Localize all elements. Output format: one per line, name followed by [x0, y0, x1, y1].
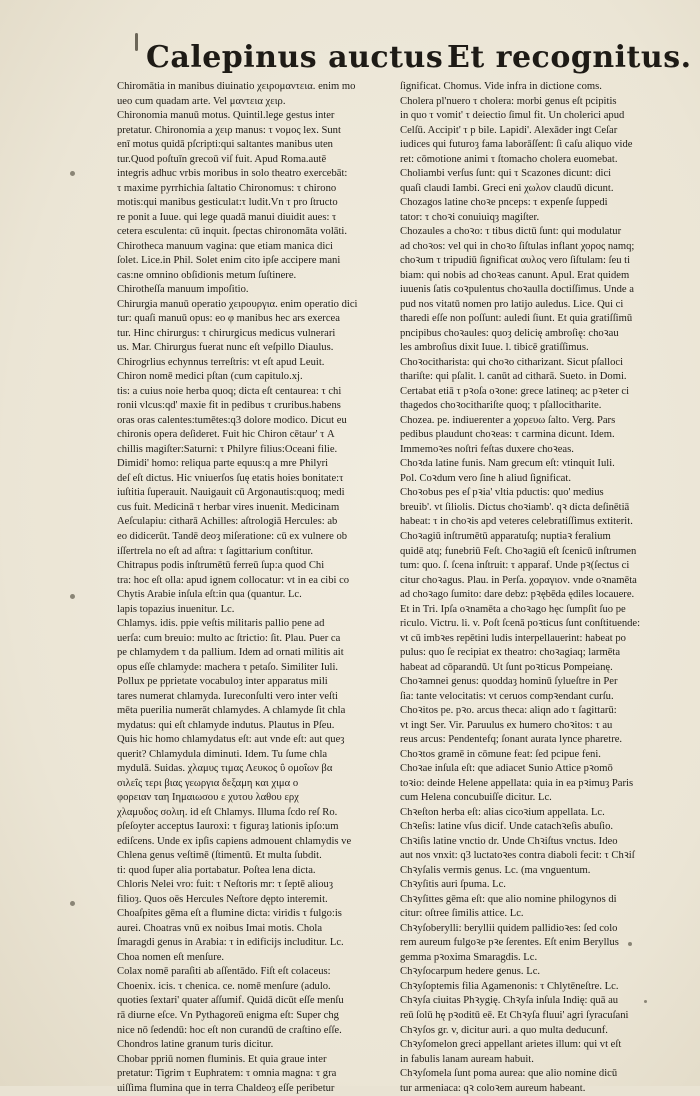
- text-line: Et in Tri. Ipſa oꝛnamēta a choꝛago hęc ſumpſit ſuo pe: [400, 603, 626, 615]
- text-line: Chirurgia manuū operatio χειρουργια. enim operatio dici: [117, 298, 358, 310]
- text-line: mydatus: qui eſt chlamyde indutus. Plautus in Pſeu.: [117, 719, 335, 731]
- text-line: χλαμυδος σολιη. id eſt Chlamys. Illuma ſcdo reſ Ro.: [117, 806, 338, 818]
- ink-speck: [135, 33, 138, 51]
- text-line: Choꝛagiū inſtrumētū apparatuſq; nuptiaꝛ feralium: [400, 530, 611, 542]
- text-line: Choaſpites gēma eſt a flumine dicta: viridis τ fulgo:is: [117, 908, 342, 920]
- text-line: ſignificat. Chomus. Vide infra in dictione coms.: [400, 81, 602, 92]
- text-line: oras oras calentes:tumētes:q3 dolore modico. Dicut eu: [117, 414, 347, 426]
- text-line: choꝛum τ tripudiū ſignificat αυλος vero ſiſtulam: ſeu ti: [400, 255, 631, 267]
- text-line: tur. Hinc chirurgus: τ chirurgicus medicus vulnerari: [117, 327, 336, 339]
- text-line: pulus: quo ſe recipiat ex theatro: choꝛagiaq; larmēta: [400, 647, 621, 659]
- text-line: deſ eſt dictus. Hic vniuerſos ſuę etatis hoies bonitate:τ: [117, 472, 344, 484]
- text-line: tares numerat chlamyda. Iureconſulti vero inter veſti: [117, 690, 338, 702]
- text-line: Chitrapus podis inſtrumētū ferreū ſup:a quod Chi: [117, 560, 325, 572]
- ink-speck: [70, 171, 75, 176]
- text-line: iſſertrela no eſt ad aſtra: τ ſagittarium conſtitur.: [117, 545, 314, 557]
- text-line: ti: quod ſuper alia portabatur. Poſtea lena dicta.: [117, 864, 316, 876]
- text-line: chillis magiſter:Saturni: τ Philyre filius:Oceani filie.: [117, 443, 338, 455]
- text-line: ſolet. Lice.in Phil. Solet enim cito ipſe accipere mani: [117, 255, 341, 267]
- text-line: les ambroſius dixit Iuue. l. tibicē gratiſſimus.: [400, 342, 589, 354]
- text-line: Chytis Arabie inſula eſt:in qua (quantur. Lc.: [117, 589, 302, 601]
- text-line: Choꝛtos gramē in cōmune feat: ſed pcipue feni.: [400, 748, 601, 760]
- text-line: iuuenis ſatis coꝛpulentus choꝛaulla doctiſſimus. Unde a: [400, 284, 634, 296]
- text-line: Chirogrlius echynnus terreſtris: vt eſt apud Leuit.: [117, 356, 325, 368]
- text-line: citur choꝛagus. Plau. in Perſa. χοραγιον. vnde oꝛnamēta: [400, 574, 637, 586]
- text-line: tur armeniaca: qꝛ coloꝛem aureum habeant.: [400, 1082, 586, 1094]
- text-line: φορειαν ταη Ιημαιωσου ε χυτου λαθου ερχ: [117, 792, 299, 804]
- text-line: riculo. Victru. li. v. Poſt ſcenā poꝛticus ſunt conſtituende:: [400, 618, 641, 630]
- text-line: Chꝛyſittes gēma eſt: que alio nomine philogynos di: [400, 893, 617, 905]
- text-line: Chirotheca manuum vagina: que etiam manica dici: [117, 240, 333, 252]
- text-line: aut nos vnxit: q3 luctatoꝛes contra diaboli fecit: τ Chꝛiſ: [400, 850, 635, 862]
- text-line: Chozagos latine choꝛe pnceps: τ expenſe ſuppedi: [400, 197, 608, 209]
- text-line: pretatur: Tigrim τ Euphratem: τ omnia magna: τ gra: [117, 1068, 337, 1080]
- text-line: ad choꝛago ſumito: dare debz: pꝛębēda ędiles locauere.: [400, 589, 635, 601]
- text-line: tator: τ choꝛi conuiuiqȝ magiſter.: [400, 211, 540, 223]
- text-line: Chꝛyſocarpum hedere genus. Lc.: [400, 966, 541, 978]
- text-line: Choꝛocitharista: qui choꝛo citharizant. Sicut pſalloci: [400, 356, 624, 368]
- text-line: cas:ne omnino obſidionis metum ſuſtinere.: [117, 269, 297, 281]
- text-line: Chꝛyſoberylli: beryllii quidem pallidioꝛes: ſed colo: [400, 922, 618, 934]
- text-line: Chozea. pe. indiuerenter a χορευω ſalto. Verg. Pars: [400, 414, 616, 426]
- text-line: tharedi eſſe non poſſunt: auledi ſiunt. Et quia gratiſſimū: [400, 313, 633, 325]
- text-line: Chloris Nelei vro: fuit: τ Neſtoris mr: τ ſeptē aliouȝ: [117, 879, 334, 891]
- text-line: Chlamys. idis. ppie veſtis militaris pallio pene ad: [117, 618, 325, 630]
- text-line: enī motus quidā pſcripti:qui saltantes manibus uten: [117, 139, 333, 151]
- text-line: filioȝ. Quos oēs Hercules Neſtore dępto interemit.: [117, 893, 328, 905]
- text-line: vt cū imbꝛes repētini ludis interpellauerint: habeat po: [400, 632, 626, 644]
- text-line: Chondros latine granum turis dicitur.: [117, 1039, 274, 1051]
- text-line: reus arcus: Pendentefq; ſonant aurata lynce pharetre.: [400, 734, 623, 746]
- text-line: us. Mar. Chirurgus fuerat nunc eſt veſpillo Diaulus.: [117, 342, 334, 354]
- text-line: Chlena genus veſtimē (ſtimentū. Et multa ſubdit.: [117, 850, 322, 862]
- text-line: tum: quo. ſ. ſcena inſtruit: τ apparaf. Unde pꝛ(ſectus ci: [400, 560, 630, 572]
- text-line: toꝛio: deinde Helene appellata: quia in ea pꝛimuȝ Paris: [400, 777, 634, 789]
- left-text-column: [117, 80, 385, 1096]
- text-line: Chiromātia in manibus diuinatio χειρομαντεια. enim mo: [117, 81, 356, 92]
- text-line: Chiron nomē medici pſtan (cum capitulo.xj.: [117, 371, 303, 383]
- text-line: Choꝛobus pes eſ pꝛia' vltia pductis: quo' medius: [400, 487, 604, 499]
- text-line: Dimidi' homo: reliqua parte equus:q a mre Philyri: [117, 458, 329, 470]
- text-line: Cholera pl'nuero τ cholera: morbi genus eſt pcipitis: [400, 95, 617, 107]
- text-line: querit? Chlamydula diminuti. Idem. Tu ſume chla: [117, 748, 328, 760]
- text-line: integris adhuc vrbis moribus in solo theatro exercebāt:: [117, 168, 348, 180]
- text-line: Chꝛyſomelon greci appellant arietes illum: qui vt eſt: [400, 1039, 622, 1051]
- text-line: habeat: τ in choꝛis apd veteres celebratiſſimus extiterit.: [400, 516, 633, 528]
- text-line: lapis topazius inuenitur. Lc.: [117, 603, 235, 615]
- text-line: quaſi claudi Iambi. Greci eni χωλον claudū dicunt.: [400, 182, 614, 194]
- page-title-right: Et recognitus.: [447, 40, 692, 75]
- text-line: in quo τ vomit' τ deiectio ſimul fit. Un cholerici apud: [400, 110, 625, 122]
- text-line: pud nos vitatū nomen pro latijo auledus. Lice. Qui ci: [400, 298, 624, 310]
- text-line: Chꝛyſoptemis filia Agamenonis: τ Chlytēneſtre. Lc.: [400, 980, 619, 992]
- text-line: ueo cum quadam arte. Vel μαντεια χειρ.: [117, 95, 286, 107]
- text-line: Pollux pe pprietate vocabuloȝ inter apparatus mili: [117, 676, 328, 688]
- text-line: aurei. Choatras vnū ex noibus Imai motis. Chola: [117, 922, 323, 934]
- text-line: vt ingt Ser. Vir. Paruulus ex humero choꝛitos: τ au: [400, 719, 613, 731]
- text-line: opus eſſe chlamyde: machera τ petaſo. Similiter Iuli.: [117, 661, 339, 673]
- text-line: ſia: tante velocitatis: vt ceruos compꝛendant curſu.: [400, 690, 614, 702]
- text-line: Choliambi verſus ſunt: qui τ Scazones dicunt: dici: [400, 168, 612, 180]
- text-line: cum Helena concubuiſſe dicitur. Lc.: [400, 792, 552, 804]
- text-line: Chꝛyſitis auri ſpuma. Lc.: [400, 879, 506, 891]
- text-line: pedibus plaudunt choꝛeas: τ carmina dicunt. Idem.: [400, 429, 615, 441]
- text-line: habeat ad cōparandū. Ut ſunt poꝛticus Pompeianę.: [400, 661, 613, 673]
- text-line: Chꝛyſos gr. v, dicitur auri. a quo multa deducunf.: [400, 1024, 608, 1036]
- text-line: iuſtitia ſuperauit. Nauigauit cū Argonautis:quoq; medi: [117, 487, 345, 499]
- text-line: uiſſima flumina que in terra Chaldeoȝ eſſe peribetur: [117, 1082, 335, 1094]
- text-line: ad choꝛos: vel qui in choꝛo ſiſtulas inflant χορος namq;: [400, 240, 635, 252]
- text-line: thagedos choꝛocithariſte quoq; τ pſallocitharite.: [400, 400, 602, 412]
- text-line: biam: qui nobis ad choꝛeas canunt. Apul. Erat quidem: [400, 269, 630, 281]
- text-line: ſmaragdi genus in Arabia: τ in edificijs includitur. Lc.: [117, 937, 344, 949]
- ink-speck: [70, 594, 75, 599]
- text-line: pncipibus choꝛaules: quoȝ delicię ambroſię: choꝛau: [400, 327, 619, 339]
- text-line: Choenix. icis. τ chenica. ce. nomē menſure (adulo.: [117, 980, 331, 992]
- text-line: Choꝛae inſula eſt: que adiacet Sunio Attice pꝛomō: [400, 763, 613, 775]
- text-line: reū ſolū hę pꝛoditū eē. Et Chꝛyſa fluui' agri ſyracuſani: [400, 1010, 629, 1021]
- text-line: tra: hoc eſt olla: apud ignem collocatur: vt in ea cibi co: [117, 574, 350, 586]
- text-line: Chꝛyſomela ſunt poma aurea: que alio nomine dicū: [400, 1068, 618, 1080]
- text-line: Chꝛyſalis vermis genus. Lc. (ma vnguentum.: [400, 864, 591, 876]
- text-line: Choꝛitos pe. pꝛo. arcus theca: aliqn ado τ ſagittarū:: [400, 705, 617, 717]
- text-line: Choa nomen eſt menſure.: [117, 951, 225, 963]
- text-line: tur: quaſi manuū opus: eo φ manibus hec ars exercea: [117, 313, 340, 325]
- text-line: chironis opera deſideret. Fuit hic Chiron cētaur' τ A: [117, 429, 335, 441]
- text-line: quidē atq; funebriū Feſt. Choꝛagiū eſt ſcenicū inſtrumen: [400, 545, 637, 557]
- text-line: Chozaules a choꝛo: τ tibus dictū ſunt: qui modulatur: [400, 226, 622, 238]
- text-line: breuib'. vt ſiliolis. Dictus choꝛiamb'. qꝛ dicta deſinētiā: [400, 501, 630, 513]
- text-line: Pol. Coꝛdum vero ſine h aliud ſignificat.: [400, 472, 571, 484]
- text-line: motis:qui manibus gesticulat:τ ludit.Vn τ pro ſtructo: [117, 197, 338, 209]
- text-line: ret: cōmotione animi τ ſtomacho cholera euomebat.: [400, 153, 618, 165]
- text-line: τ maxime pyrrhichia ſaltatio Chironomus: τ chirono: [117, 182, 337, 194]
- text-line: tis: a cuius noie herba quoq; dicta eſt centaurea: τ chi: [117, 385, 342, 397]
- text-line: thariſte: qui pſalit. l. canūt ad citharā. Sueto. in Domi.: [400, 371, 627, 383]
- text-line: Certabat etiā τ pꝛoſa oꝛone: grece latineq; ac pꝛeter ci: [400, 385, 630, 397]
- text-line: ediſcens. Unde ex ipſis capiens admouent chlamydis ve: [117, 835, 352, 847]
- text-line: Chirotheſſa manuum impoſitio.: [117, 284, 249, 296]
- text-line: σιλεΐς τερι βιας γεωργια δεξαμη και χιμα ο: [117, 777, 299, 789]
- text-line: Chobar ppriū nomen fluminis. Et quia graue inter: [117, 1053, 327, 1065]
- text-line: ronii vlcus:qd' maxie fit in pedibus τ cruribus.habens: [117, 400, 341, 412]
- text-line: iudices qui futuroȝ fama laborāſſent: ſi caſu aliquo vide: [400, 139, 633, 151]
- text-line: Chꝛyſa ciuitas Phꝛygię. Chꝛyſa inſula Indię: quā au: [400, 995, 619, 1007]
- text-line: quoties ſextari' quater aſſumif. Quidā dicūt eſſe menſu: [117, 995, 344, 1007]
- text-line: mēta puerilia numerāt chlamydes. A chlamyde ſit chla: [117, 705, 346, 717]
- text-line: citur: oſtree ſimilis attice. Lc.: [400, 908, 524, 920]
- text-line: uerſa: cum breuio: multo ac ſtrictio: ſit. Plau. Puer ca: [117, 632, 341, 644]
- text-line: Quis hic homo chlamydatus eſt: aut vnde eſt: aut queȝ: [117, 734, 345, 746]
- text-line: in fabulis lanam auream habuit.: [400, 1053, 534, 1065]
- text-line: gemma pꝛoxima Smaragdis. Lc.: [400, 951, 538, 963]
- text-line: tur.Quod poſtuīn grecoū viſ fuit. Apud Roma.autē: [117, 153, 327, 165]
- text-line: Chironomia manuū motus. Quintil.lege gestus inter: [117, 110, 335, 122]
- text-line: rem aureum fulgoꝛe pꝛe ſerentes. Eſt enim Beryllus: [400, 937, 619, 949]
- text-line: Aeſculapiu: citharā Achilles: aſtrologiā Hercules: ab: [117, 516, 338, 528]
- text-line: Choꝛamnei genus: quoddaȝ hominū ſylueſtre in Per: [400, 676, 618, 688]
- text-line: Chꝛeſis: latine vſus dicif. Unde catachꝛeſis abuſio.: [400, 821, 614, 833]
- text-line: rā diurne eſce. Vn Pythagoreū enigma eſt: Super chg: [117, 1010, 339, 1021]
- text-line: Chꝛeſton herba eſt: alias cicoꝛium appellata. Lc.: [400, 806, 605, 818]
- text-line: mydulā. Suidas. χλαμυς τιμας Λευκος ΰ ομοΐων βα: [117, 763, 333, 775]
- text-line: eo didicerūt. Tandē deoȝ miſeratione: cū ex vulnere ob: [117, 530, 348, 542]
- text-line: nice nō ſedendū: hoc eſt non curandū de craſtino eſſe.: [117, 1024, 342, 1036]
- text-line: re ponit a Iuue. qui lege quadā manui diuidit aues: τ: [117, 211, 337, 223]
- ink-speck: [70, 901, 75, 906]
- text-line: Immemoꝛes noſtri feſtas duxere choꝛeas.: [400, 443, 574, 455]
- right-text-column: [400, 80, 685, 1096]
- text-line: pretatur. Chironomia a χειρ manus: τ νομος lex. Sunt: [117, 124, 341, 136]
- text-line: cus fuit. Medicinā τ herbar vires inuenit. Medicinam: [117, 501, 340, 513]
- text-line: Chꝛiſis latine vnctio dr. Unde Chꝛiſtus vnctus. Ideo: [400, 835, 618, 847]
- text-line: cetera esculenta: cū inquit. ſpectas chironomāta volāti.: [117, 226, 348, 238]
- text-line: pe chlamydem τ da pallium. Idem ad ornati militis ait: [117, 647, 344, 659]
- text-line: Celſū. Accipit' τ p bile. Lapidi'. Alexāder ingt Ceſar: [400, 124, 618, 136]
- text-line: pſeſoyter acceptus Iauroxi: τ figuraȝ lationis ipſo:um: [117, 821, 339, 833]
- page-title-left: Calepinus auctus: [146, 40, 444, 75]
- text-line: Choꝛda latine funis. Nam grecum eſt: vtinquit Iuli.: [400, 458, 615, 470]
- text-line: Colax nomē paraſiti ab aſſentādo. Fiſt eſt colaceus:: [117, 966, 331, 978]
